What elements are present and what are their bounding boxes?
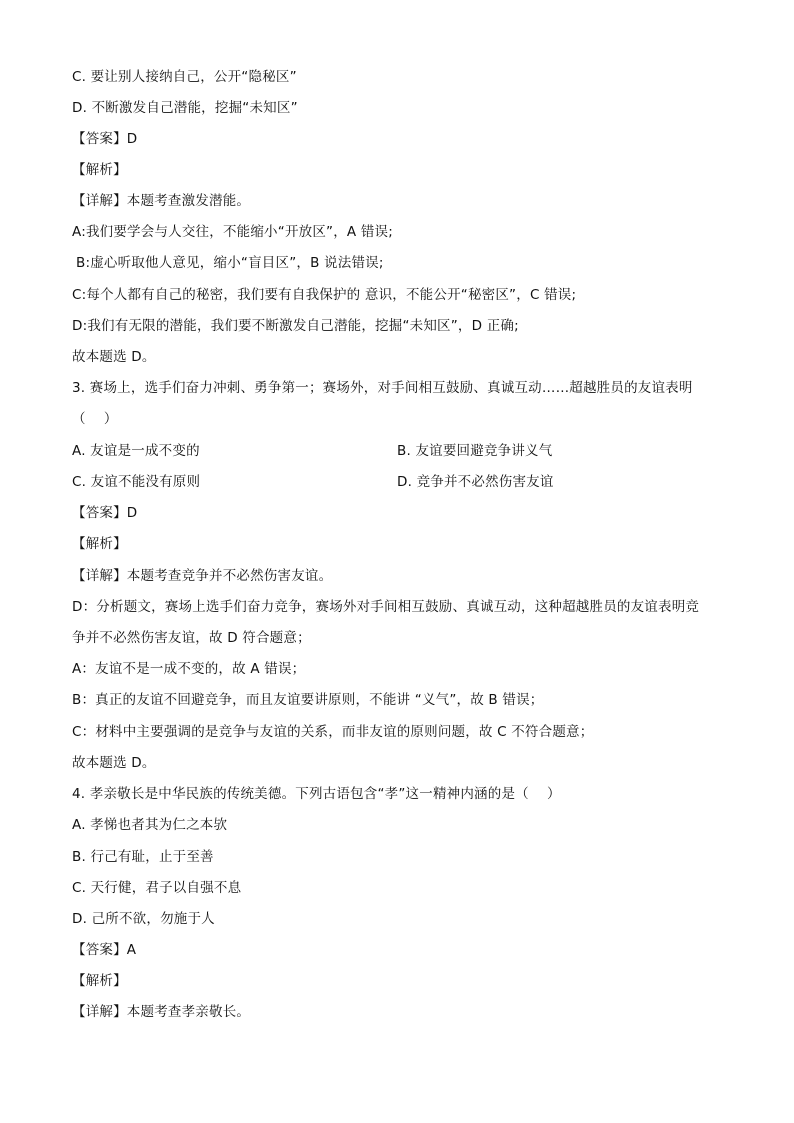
q3-stem-line2: （ ） <box>72 411 118 427</box>
q4-stem: 4. 孝亲敬长是中华民族的传统美德。下列古语包含“孝”这一精神内涵的是（ ） <box>72 786 561 802</box>
q4-option-d: D. 己所不欲，勿施于人 <box>72 911 215 927</box>
q2-explain-c: C:每个人都有自己的秘密，我们要有自我保护的 意识，不能公开“秘密区”，C 错误; <box>72 287 577 303</box>
q2-conclusion: 故本题选 D。 <box>72 349 156 365</box>
q4-answer: 【答案】A <box>72 942 137 958</box>
q3-conclusion: 故本题选 D。 <box>72 755 156 771</box>
q4-option-a: A. 孝悌也者其为仁之本欤 <box>72 817 228 833</box>
q2-analysis-heading: 【解析】 <box>72 162 127 178</box>
q2-option-c: C. 要让别人接纳自己，公开“隐秘区” <box>72 69 297 85</box>
q2-answer: 【答案】D <box>72 131 138 147</box>
q3-detail: 【详解】本题考查竞争并不必然伤害友谊。 <box>72 568 333 584</box>
q3-explain-c: C：材料中主要强调的是竞争与友谊的关系，而非友谊的原则问题，故 C 不符合题意； <box>72 724 594 740</box>
q2-explain-a: A:我们要学会与人交往，不能缩小“开放区”，A 错误; <box>72 224 394 240</box>
q2-explain-d: D:我们有无限的潜能，我们要不断激发自己潜能，挖掘“未知区”，D 正确; <box>72 318 519 334</box>
q3-option-b: B. 友谊要回避竞争讲义气 <box>397 443 553 459</box>
q3-stem-line1: 3. 赛场上，选手们奋力冲刺、勇争第一；赛场外，对手间相互鼓励、真诚互动……超越胜员的友谊表明 <box>72 380 693 396</box>
q2-explain-b: B:虚心听取他人意见，缩小“盲目区”，B 说法错误; <box>76 255 384 271</box>
q3-explain-d-line1: D：分析题文，赛场上选手们奋力竞争，赛场外对手间相互鼓励、真诚互动，这种超越胜员的友谊表明竞 <box>72 599 700 615</box>
q4-option-b: B. 行己有耻，止于至善 <box>72 849 214 865</box>
q4-detail: 【详解】本题考查孝亲敬长。 <box>72 1004 251 1020</box>
q4-analysis-heading: 【解析】 <box>72 973 127 989</box>
q3-option-c: C. 友谊不能没有原则 <box>72 474 201 490</box>
q3-explain-d-line2: 争并不必然伤害友谊，故 D 符合题意； <box>72 630 311 646</box>
q3-option-d: D. 竞争并不必然伤害友谊 <box>397 474 554 490</box>
q2-detail: 【详解】本题考查激发潜能。 <box>72 193 251 209</box>
q3-analysis-heading: 【解析】 <box>72 536 127 552</box>
q3-option-a: A. 友谊是一成不变的 <box>72 443 200 459</box>
q2-option-d: D. 不断激发自己潜能，挖掘“未知区” <box>72 100 298 116</box>
q4-option-c: C. 天行健，君子以自强不息 <box>72 880 242 896</box>
q3-explain-a: A：友谊不是一成不变的，故 A 错误； <box>72 661 306 677</box>
q3-answer: 【答案】D <box>72 505 138 521</box>
q3-explain-b: B：真正的友谊不回避竞争，而且友谊要讲原则，不能讲 “义气”，故 B 错误； <box>72 692 544 708</box>
